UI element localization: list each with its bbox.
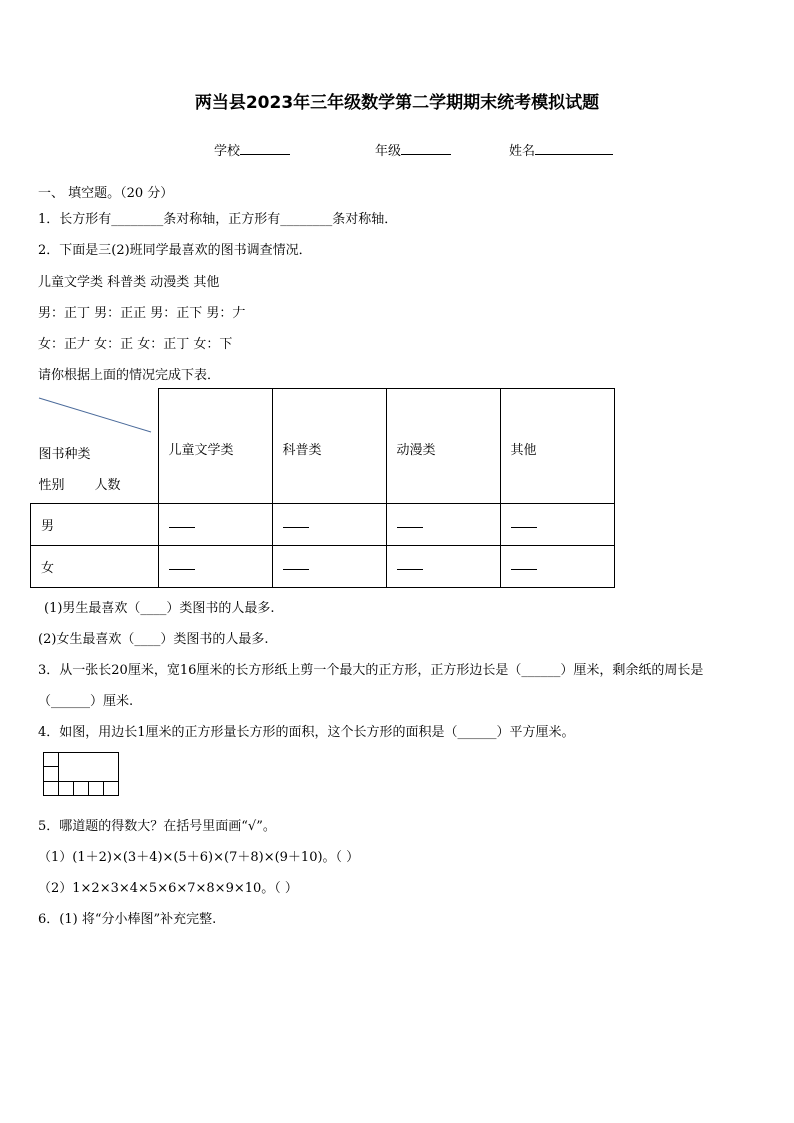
question-2-instruction: 请你根据上面的情况完成下表．: [38, 368, 221, 383]
answer-blank[interactable]: [169, 569, 195, 570]
row-header: 男: [31, 504, 159, 546]
name-field[interactable]: [509, 140, 613, 159]
corner-label-gender: 性别: [38, 477, 65, 493]
question-2-boys-tally: 男：正丁 男：正正 男：正下 男：𠂇: [38, 306, 246, 321]
question-2-girls-tally: 女：正𠂇 女：正 女：正丁 女：下: [38, 337, 233, 352]
question-2-sub-1: (1)男生最喜欢（____）类图书的人最多.: [44, 601, 275, 616]
school-label: 学校: [214, 144, 241, 159]
question-5-item-1: （1）(1＋2)×(3＋4)×(5＋6)×(7＋8)×(9＋10)。（ ）: [38, 850, 360, 865]
answer-blank[interactable]: [169, 527, 195, 528]
survey-table: [30, 388, 615, 588]
question-3-line-1: 3．从一张长20厘米，宽16厘米的长方形纸上剪一个最大的正方形，正方形边长是（______）厘米，剩余纸的周长是: [38, 663, 704, 678]
answer-blank[interactable]: [397, 527, 423, 528]
answer-cell[interactable]: [386, 546, 500, 588]
answer-cell[interactable]: [500, 504, 614, 546]
question-6: 6．(1) 将“分小棒图”补充完整.: [38, 912, 217, 927]
answer-cell[interactable]: [272, 504, 386, 546]
answer-blank[interactable]: [511, 569, 537, 570]
answer-cell[interactable]: [500, 546, 614, 588]
column-header: 儿童文学类: [158, 389, 272, 504]
corner-label-category: 图书种类: [38, 446, 91, 462]
corner-label-count: 人数: [94, 477, 121, 493]
table-row: [31, 504, 615, 546]
row-header: 女: [31, 546, 159, 588]
grade-field[interactable]: [375, 140, 451, 159]
table-corner-cell: [31, 389, 159, 504]
school-blank[interactable]: [240, 142, 290, 155]
page-title: 两当县2023年三年级数学第二学期期末统考模拟试题: [194, 93, 600, 113]
grade-label: 年级: [375, 144, 402, 159]
question-1: 1．长方形有________条对称轴，正方形有________条对称轴．: [38, 212, 398, 227]
rectangle-grid-figure: [43, 752, 121, 798]
question-4: 4．如图，用边长1厘米的正方形量长方形的面积，这个长方形的面积是（______）平方厘米。: [38, 725, 575, 740]
column-header: 动漫类: [386, 389, 500, 504]
answer-blank[interactable]: [283, 569, 309, 570]
question-5-item-2: （2）1×2×3×4×5×6×7×8×9×10。（ ）: [38, 881, 298, 896]
column-header: 其他: [500, 389, 614, 504]
answer-cell[interactable]: [386, 504, 500, 546]
question-3-line-2: （______）厘米.: [38, 694, 134, 709]
answer-blank[interactable]: [283, 527, 309, 528]
answer-blank[interactable]: [397, 569, 423, 570]
name-label: 姓名: [509, 144, 536, 159]
school-field[interactable]: [214, 140, 290, 159]
question-2-sub-2: (2)女生最喜欢（____）类图书的人最多.: [38, 632, 269, 647]
answer-cell[interactable]: [158, 546, 272, 588]
square-measure-diagram: [43, 752, 121, 798]
answer-cell[interactable]: [272, 546, 386, 588]
question-5: 5．哪道题的得数大？在括号里面画“√”。: [38, 819, 276, 834]
question-2: 2．下面是三(2)班同学最喜欢的图书调查情况．: [38, 243, 312, 258]
column-header: 科普类: [272, 389, 386, 504]
grade-blank[interactable]: [401, 142, 451, 155]
answer-cell[interactable]: [158, 504, 272, 546]
table-row: [31, 546, 615, 588]
answer-blank[interactable]: [511, 527, 537, 528]
question-2-categories: 儿童文学类 科普类 动漫类 其他: [38, 275, 220, 290]
name-blank[interactable]: [535, 142, 613, 155]
section-heading: 一、 填空题。（20 分）: [38, 186, 174, 201]
